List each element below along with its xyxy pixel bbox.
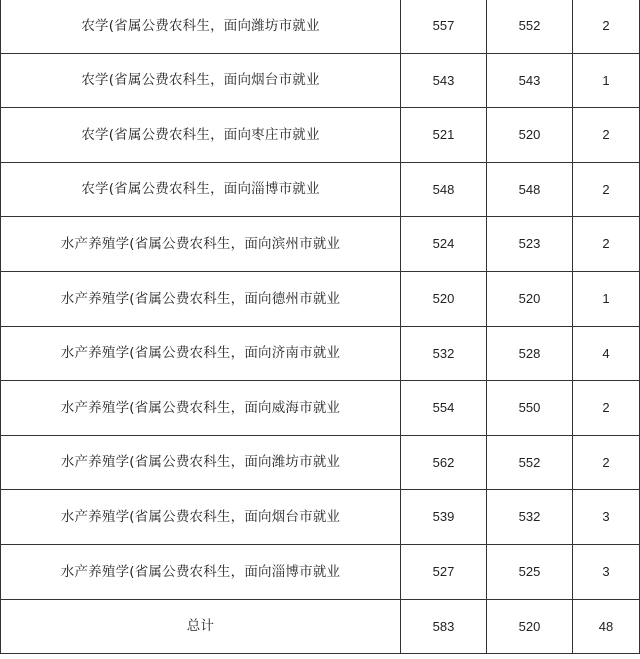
table-row [1, 490, 640, 545]
min-score-cell: 552 [487, 0, 573, 53]
max-score-cell: 543 [401, 53, 487, 108]
major-cell: 农学(省属公费农科生，面向潍坊市就业 [1, 0, 401, 53]
table-row [1, 326, 640, 381]
enrollment-count-cell: 2 [573, 0, 640, 53]
major-cell: 水产养殖学(省属公费农科生，面向威海市就业 [1, 381, 401, 436]
major-cell: 水产养殖学(省属公费农科生，面向滨州市就业 [1, 217, 401, 272]
min-score-cell: 528 [487, 326, 573, 381]
table-row [1, 544, 640, 599]
min-score-cell: 520 [487, 271, 573, 326]
major-cell: 农学(省属公费农科生，面向枣庄市就业 [1, 108, 401, 163]
enrollment-count-cell: 1 [573, 53, 640, 108]
enrollment-count-cell: 3 [573, 490, 640, 545]
max-score-cell: 524 [401, 217, 487, 272]
max-score-cell: 539 [401, 490, 487, 545]
major-cell: 水产养殖学(省属公费农科生，面向德州市就业 [1, 271, 401, 326]
table-row [1, 435, 640, 490]
enrollment-count-cell: 2 [573, 162, 640, 217]
min-score-cell: 525 [487, 544, 573, 599]
table-row [1, 271, 640, 326]
max-score-cell: 548 [401, 162, 487, 217]
min-score-cell: 532 [487, 490, 573, 545]
table-row [1, 162, 640, 217]
table-row [1, 0, 640, 53]
table-body [1, 0, 640, 654]
max-score-cell: 554 [401, 381, 487, 436]
enrollment-count-cell: 2 [573, 217, 640, 272]
enrollment-count-cell: 2 [573, 435, 640, 490]
major-cell: 农学(省属公费农科生，面向烟台市就业 [1, 53, 401, 108]
enrollment-count-cell: 3 [573, 544, 640, 599]
total-label-cell: 总计 [1, 599, 401, 654]
enrollment-count-cell: 1 [573, 271, 640, 326]
min-score-cell: 523 [487, 217, 573, 272]
max-score-cell: 520 [401, 271, 487, 326]
major-cell: 水产养殖学(省属公费农科生，面向潍坊市就业 [1, 435, 401, 490]
min-score-cell: 550 [487, 381, 573, 436]
table-row [1, 381, 640, 436]
max-score-cell: 557 [401, 0, 487, 53]
enrollment-count-cell: 2 [573, 381, 640, 436]
max-score-cell: 527 [401, 544, 487, 599]
table-row [1, 217, 640, 272]
max-score-cell: 532 [401, 326, 487, 381]
enrollment-count-cell: 4 [573, 326, 640, 381]
table-row [1, 108, 640, 163]
min-score-cell: 548 [487, 162, 573, 217]
total-max-score-cell: 583 [401, 599, 487, 654]
min-score-cell: 520 [487, 108, 573, 163]
max-score-cell: 521 [401, 108, 487, 163]
min-score-cell: 552 [487, 435, 573, 490]
max-score-cell: 562 [401, 435, 487, 490]
major-cell: 水产养殖学(省属公费农科生，面向淄博市就业 [1, 544, 401, 599]
enrollment-count-cell: 2 [573, 108, 640, 163]
total-count-cell: 48 [573, 599, 640, 654]
major-cell: 农学(省属公费农科生，面向淄博市就业 [1, 162, 401, 217]
table-row [1, 53, 640, 108]
major-cell: 水产养殖学(省属公费农科生，面向济南市就业 [1, 326, 401, 381]
major-cell: 水产养殖学(省属公费农科生，面向烟台市就业 [1, 490, 401, 545]
total-row [1, 599, 640, 654]
total-min-score-cell: 520 [487, 599, 573, 654]
min-score-cell: 543 [487, 53, 573, 108]
